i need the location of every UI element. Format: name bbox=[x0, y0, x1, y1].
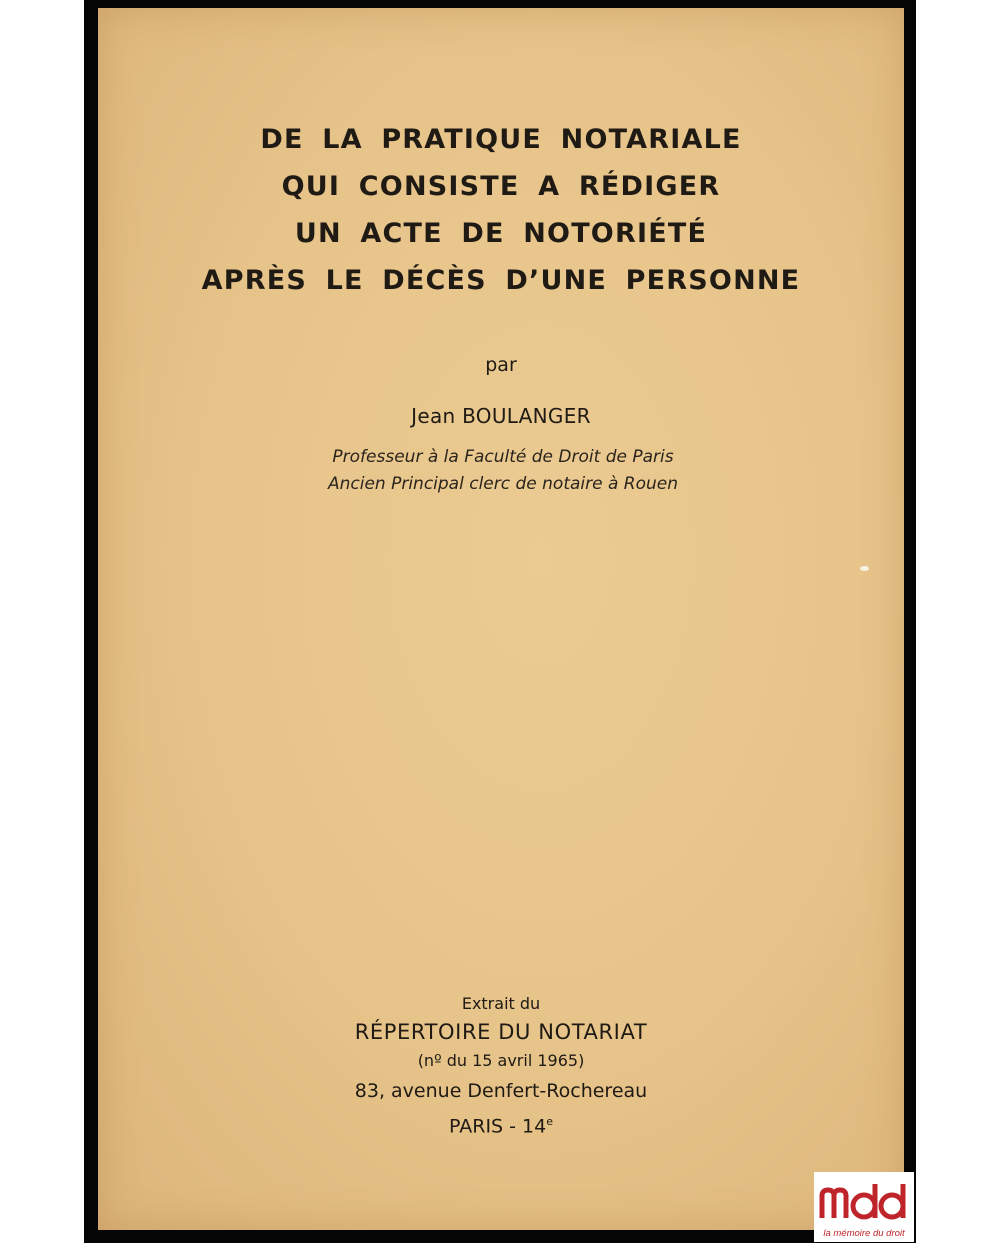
publisher-block bbox=[98, 990, 904, 1137]
author-name: Jean BOULANGER bbox=[411, 404, 591, 428]
by-label: par bbox=[485, 354, 517, 376]
title-line-4: APRÈS LE DÉCÈS D’UNE PERSONNE bbox=[201, 265, 801, 296]
title-line-1: DE LA PRATIQUE NOTARIALE bbox=[260, 124, 742, 155]
cover-title bbox=[98, 116, 904, 304]
mdd-logo bbox=[814, 1172, 914, 1242]
book-cover bbox=[98, 8, 904, 1230]
publisher-name: RÉPERTOIRE DU NOTARIAT bbox=[354, 1020, 648, 1044]
paper-speck bbox=[860, 566, 869, 571]
author-credentials bbox=[98, 444, 904, 498]
title-line-2: QUI CONSISTE A RÉDIGER bbox=[281, 171, 721, 202]
credential-line-2: Ancien Principal clerc de notaire à Rouen bbox=[327, 474, 679, 494]
extract-label: Extrait du bbox=[461, 994, 541, 1013]
publisher-address: 83, avenue Denfert-Rochereau bbox=[354, 1080, 648, 1102]
credential-line-1: Professeur à la Faculté de Droit de Paris bbox=[332, 447, 674, 467]
issue-info: (nº du 15 avril 1965) bbox=[417, 1051, 585, 1070]
publisher-city bbox=[98, 1107, 904, 1137]
city-text: PARIS - 14 bbox=[449, 1115, 547, 1138]
title-line-3: UN ACTE DE NOTORIÉTÉ bbox=[294, 218, 708, 249]
city-superscript: e bbox=[546, 1115, 553, 1128]
logo-tagline: la mémoire du droit bbox=[823, 1228, 905, 1239]
